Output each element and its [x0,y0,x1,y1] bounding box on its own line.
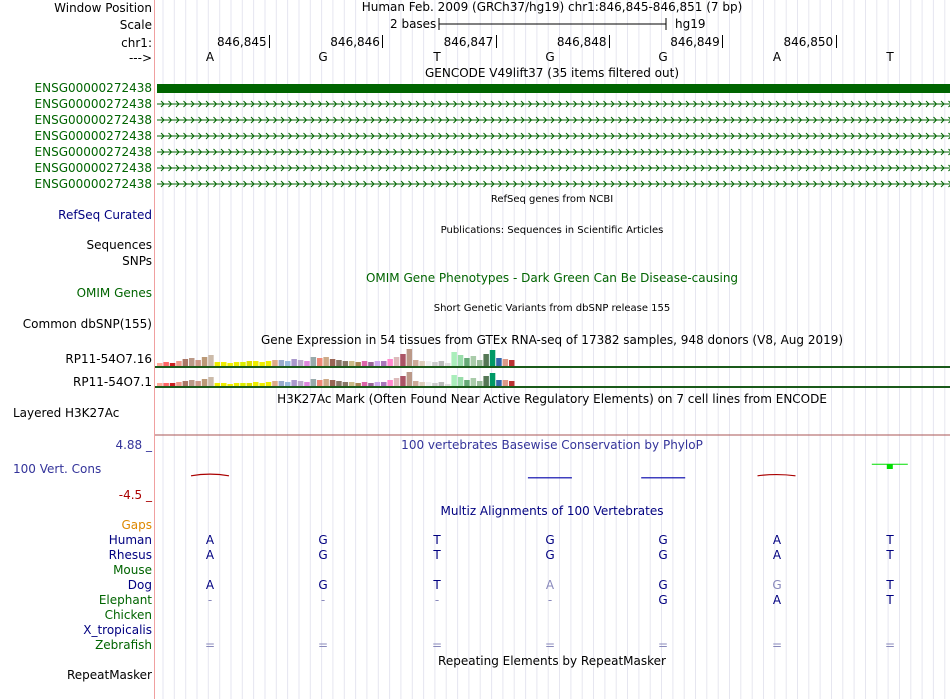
multiz-species-label[interactable]: Dog [127,578,152,592]
ruler-base: G [658,50,668,64]
gtex-bar[interactable] [407,349,413,366]
gtex-bar[interactable] [387,380,393,386]
gtex-bar[interactable] [234,362,240,366]
gtex-bar[interactable] [394,357,400,366]
multiz-gaps-label[interactable]: Gaps [121,518,152,532]
multiz-base: G [772,578,782,592]
gtex-bar[interactable] [509,381,515,386]
gencode-gene-label[interactable]: ENSG00000272438 [34,81,152,95]
phylop-label[interactable]: 100 Vert. Cons [13,462,102,476]
gtex-bar[interactable] [375,361,381,366]
gencode-gene-label[interactable]: ENSG00000272438 [34,145,152,159]
multiz-base: T [886,548,894,562]
gtex-bar[interactable] [163,362,169,366]
gencode-gene-label[interactable]: ENSG00000272438 [34,161,152,175]
phylop-plot[interactable] [155,452,950,492]
gtex-bar[interactable] [483,376,489,386]
gtex-bar[interactable] [381,382,387,386]
ruler-position: 846,848 [556,35,607,49]
gtex-bar[interactable] [477,381,483,386]
multiz-species-label[interactable]: X_tropicalis [83,623,152,637]
gencode-gene-label[interactable]: ENSG00000272438 [34,113,152,127]
gtex-bar[interactable] [304,361,310,366]
publications-snps-label[interactable]: SNPs [122,254,152,268]
gtex-bar[interactable] [170,383,176,386]
gencode-features[interactable] [155,80,950,192]
gtex-bar[interactable] [349,382,355,386]
dbsnp-track-title: Short Genetic Variants from dbSNP release 155 [433,303,671,314]
ruler-base: G [545,50,555,64]
gtex-bar[interactable] [279,360,285,366]
gtex-bar[interactable] [439,361,445,366]
gencode-gene-label[interactable]: ENSG00000272438 [34,129,152,143]
ruler-tick [722,35,723,48]
gtex-bar[interactable] [426,361,432,366]
refseq-label[interactable]: RefSeq Curated [58,208,152,222]
gtex-bar[interactable] [253,361,259,366]
gtex-bar[interactable] [330,380,336,386]
gtex-bar[interactable] [208,377,214,386]
ruler-base: T [886,50,894,64]
multiz-base: G [318,548,328,562]
scale-bar [438,17,670,31]
multiz-base: T [433,533,441,547]
gtex-bar[interactable] [471,378,477,386]
multiz-base: - [547,593,553,607]
gtex-bar[interactable] [445,363,451,366]
multiz-base: G [658,593,668,607]
gtex-bar[interactable] [272,381,278,386]
gtex-bar[interactable] [317,358,323,366]
gtex-bar[interactable] [394,378,400,386]
refseq-track-title: RefSeq genes from NCBI [490,194,614,205]
gtex-bar[interactable] [189,380,195,386]
gtex-bar[interactable] [240,383,246,386]
multiz-base: A [772,548,782,562]
multiz-base: T [433,548,441,562]
gtex-bar[interactable] [368,362,374,366]
gtex-bar[interactable] [291,380,297,386]
gtex-bar[interactable] [176,361,182,366]
ruler-tick [382,35,383,48]
multiz-base: G [658,548,668,562]
gtex-bar[interactable] [432,362,438,366]
chrom-label: chr1: [121,36,152,50]
gencode-track-title[interactable]: GENCODE V49lift37 (35 items filtered out) [424,66,680,80]
multiz-base: T [886,593,894,607]
multiz-base: T [433,578,441,592]
gtex-bar[interactable] [432,383,438,386]
multiz-base: = [884,638,896,652]
gtex-bar[interactable] [413,360,419,366]
gtex-bar[interactable] [170,363,176,366]
multiz-base: - [320,593,326,607]
gtex-bar[interactable] [387,359,393,366]
gtex-bar[interactable] [355,362,361,366]
gtex-bar[interactable] [247,383,253,386]
multiz-base: = [431,638,443,652]
gtex-bar[interactable] [490,350,496,366]
gtex-bar[interactable] [253,382,259,386]
gtex-bar[interactable] [298,381,304,386]
gtex-bar[interactable] [419,382,425,386]
phylop-score-bar[interactable] [887,464,893,469]
gtex-bar[interactable] [189,358,195,366]
gtex-bar[interactable] [163,383,169,386]
gtex-gene-label[interactable]: RP11-54O7.16 [65,352,152,366]
gtex-bar[interactable] [202,357,208,366]
gtex-bar[interactable] [349,361,355,366]
gtex-bar[interactable] [464,380,470,386]
ruler-base: G [318,50,328,64]
gtex-bar[interactable] [400,376,406,386]
gtex-bar[interactable] [343,361,349,366]
gtex-bar[interactable] [221,383,227,386]
multiz-species-label[interactable]: Elephant [98,593,152,607]
multiz-base: A [772,533,782,547]
gtex-bar[interactable] [503,380,509,386]
gtex-bar[interactable] [266,382,272,386]
gtex-bar[interactable] [413,381,419,386]
ruler-position: 846,845 [217,35,267,49]
gencode-gene-label[interactable]: ENSG00000272438 [34,177,152,191]
gtex-bar[interactable] [419,361,425,366]
gtex-bar[interactable] [445,384,451,386]
omim-track-title: OMIM Gene Phenotypes - Dark Green Can Be Disease-causing [365,271,739,285]
gtex-bar[interactable] [240,362,246,366]
multiz-base: A [772,593,782,607]
gtex-bar[interactable] [195,360,201,366]
gtex-bar[interactable] [183,359,189,366]
gtex-bar[interactable] [285,361,291,366]
gtex-bar[interactable] [323,357,329,366]
ruler-tick [269,35,270,48]
multiz-species-label[interactable]: Human [108,533,152,547]
ruler-tick [836,35,837,48]
multiz-base: = [204,638,216,652]
multiz-species-label[interactable]: Mouse [113,563,152,577]
gencode-gene-label[interactable]: ENSG00000272438 [34,97,152,111]
gtex-bar[interactable] [451,375,457,386]
multiz-base: A [205,533,215,547]
gtex-bar[interactable] [355,383,361,386]
multiz-base: A [205,578,215,592]
gtex-bar[interactable] [471,356,477,366]
gtex-bar[interactable] [426,382,432,386]
gtex-bar[interactable] [215,383,221,386]
ruler-position: 846,849 [670,35,720,49]
ruler-position: 846,846 [330,35,380,49]
ruler-base: A [772,50,782,64]
gtex-track-title: Gene Expression in 54 tissues from GTEx RNA-seq of 17382 samples, 948 donors (V8, Aug 2019) [260,333,844,347]
gtex-bar[interactable] [477,360,483,366]
gtex-bar[interactable] [221,362,227,366]
h3k27ac-label[interactable]: Layered H3K27Ac [13,406,120,420]
publications-track-title: Publications: Sequences in Scientific Articles [440,225,664,236]
gtex-bar[interactable] [215,362,221,366]
omim-label[interactable]: OMIM Genes [76,286,152,300]
gtex-bar[interactable] [202,379,208,386]
multiz-base: T [886,578,894,592]
multiz-base: A [205,548,215,562]
ruler-position: 846,847 [443,35,494,49]
ruler-base: T [433,50,441,64]
multiz-base: = [657,638,669,652]
multiz-base: G [658,533,668,547]
gtex-bar[interactable] [464,358,470,366]
gtex-bar[interactable] [291,359,297,366]
assembly-position[interactable]: Human Feb. 2009 (GRCh37/hg19) chr1:846,845-846,851 (7 bp) [361,0,743,14]
gtex-bar[interactable] [400,354,406,366]
phylop-score-curve[interactable] [758,475,796,476]
gtex-bar[interactable] [336,360,342,366]
gtex-bar[interactable] [317,380,323,386]
gtex-bar[interactable] [362,382,368,386]
multiz-base: = [317,638,329,652]
gtex-bar[interactable] [451,352,457,366]
multiz-species-label[interactable]: Rhesus [108,548,152,562]
repeatmasker-label[interactable]: RepeatMasker [66,668,152,682]
gtex-bar[interactable] [496,358,502,366]
gtex-bar[interactable] [490,373,496,386]
multiz-base: G [658,578,668,592]
scale-db: hg19 [675,17,706,31]
gencode-exon-block[interactable] [157,84,950,93]
ruler-position: 846,850 [783,35,834,49]
gtex-bar[interactable] [157,363,163,366]
phylop-score-curve[interactable] [191,474,229,476]
publications-sequences-label[interactable]: Sequences [86,238,152,252]
window-position-label: Window Position [54,1,152,15]
gtex-bar[interactable] [458,355,464,366]
gtex-bar[interactable] [496,380,502,386]
multiz-base: G [545,533,555,547]
gtex-bar[interactable] [285,382,291,386]
gtex-bar[interactable] [323,379,329,386]
gtex-bar[interactable] [227,384,233,386]
ruler-base: A [205,50,215,64]
gtex-bar[interactable] [483,354,489,366]
gtex-bar[interactable] [195,381,201,386]
gtex-bar[interactable] [227,363,233,366]
multiz-species-label[interactable]: Zebrafish [95,638,152,652]
phylop-track-title: 100 vertebrates Basewise Conservation by PhyloP [401,438,703,452]
ruler-tick [496,35,497,48]
h3k27ac-track-title: H3K27Ac Mark (Often Found Near Active Regulatory Elements) on 7 cell lines from ENCODE [277,392,827,406]
gtex-bar[interactable] [183,381,189,386]
strand-arrow-label: ---> [128,51,152,65]
phylop-min-label: -4.5 _ [118,488,152,502]
dbsnp-label[interactable]: Common dbSNP(155) [22,317,152,331]
phylop-max-label: 4.88 _ [115,438,152,452]
gtex-bar[interactable] [279,381,285,386]
gtex-bar[interactable] [330,359,336,366]
gtex-bar[interactable] [259,383,265,386]
multiz-base: G [318,533,328,547]
gtex-bar[interactable] [304,382,310,386]
gtex-bar[interactable] [336,381,342,386]
gtex-bar[interactable] [375,382,381,386]
gtex-bar[interactable] [311,357,317,366]
gtex-bar[interactable] [368,383,374,386]
multiz-base: G [545,548,555,562]
multiz-track-title: Multiz Alignments of 100 Vertebrates [440,504,664,518]
gtex-bar[interactable] [266,361,272,366]
h3k27ac-baseline [155,434,950,436]
multiz-species-label[interactable]: Chicken [104,608,152,622]
gtex-bar[interactable] [362,361,368,366]
gtex-bar[interactable] [247,361,253,366]
gtex-bar[interactable] [311,379,317,386]
multiz-base: = [544,638,556,652]
gtex-bar-chart[interactable] [155,345,950,390]
multiz-base: G [318,578,328,592]
gtex-bar[interactable] [157,383,163,386]
multiz-base: - [207,593,213,607]
gtex-bar[interactable] [439,382,445,386]
gtex-bar[interactable] [298,360,304,366]
gtex-bar[interactable] [381,361,387,366]
gtex-bar[interactable] [234,383,240,386]
gtex-bar[interactable] [407,372,413,386]
gtex-bar[interactable] [208,355,214,366]
multiz-base: T [886,533,894,547]
gtex-bar[interactable] [259,362,265,366]
multiz-base: - [434,593,440,607]
gtex-bar[interactable] [343,382,349,386]
scale-label: Scale [119,18,152,32]
gtex-bar[interactable] [272,360,278,366]
multiz-base: A [545,578,555,592]
multiz-base: = [771,638,783,652]
ruler-tick [609,35,610,48]
gtex-bar[interactable] [458,377,464,386]
repeatmasker-track-title: Repeating Elements by RepeatMasker [438,654,666,668]
gtex-gene-label[interactable]: RP11-54O7.1 [73,375,152,389]
gtex-bar[interactable] [509,360,515,366]
gtex-bar[interactable] [503,359,509,366]
gtex-bar[interactable] [176,382,182,386]
scale-bases: 2 bases [390,17,437,31]
